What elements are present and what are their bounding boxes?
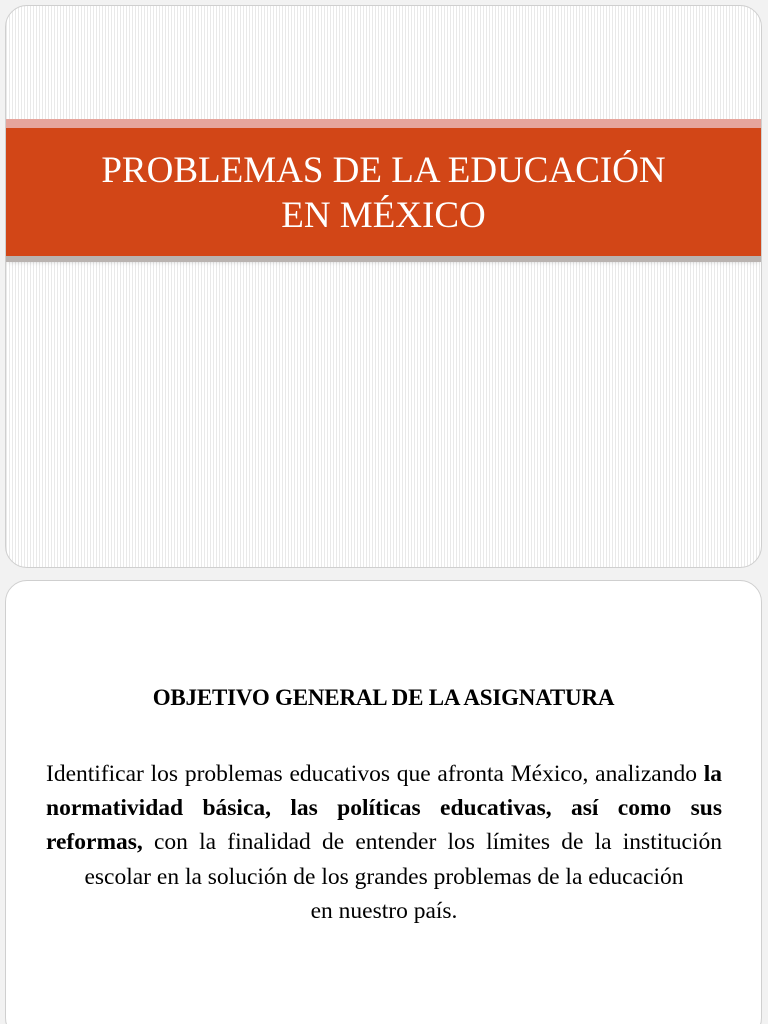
title-band (6, 128, 761, 256)
title-band-shadow (6, 256, 761, 262)
title-band-highlight (6, 119, 761, 128)
title-slide (5, 5, 762, 568)
objective-last-line: en nuestro país. (310, 897, 458, 924)
objective-body (46, 757, 722, 928)
slide-title (6, 148, 761, 238)
objective-paragraph (46, 757, 722, 894)
objective-heading: OBJETIVO GENERAL DE LA ASIGNATURA (152, 685, 615, 710)
objective-text-part1: Identificar los problemas educativos que afronta México, analizando (46, 761, 704, 787)
slide-title-line1: PROBLEMAS DE LA EDUCACIÓN (101, 150, 666, 191)
slide-title-line2: EN MÉXICO (281, 195, 486, 236)
objective-slide (5, 580, 762, 1024)
objective-text-part2: con la finalidad de entender los límites de la institución escolar en la solución de los grandes problemas de la educación (84, 829, 722, 890)
objective-text-bold: la normatividad básica, las políticas educativas, así como sus reformas, (46, 761, 722, 856)
